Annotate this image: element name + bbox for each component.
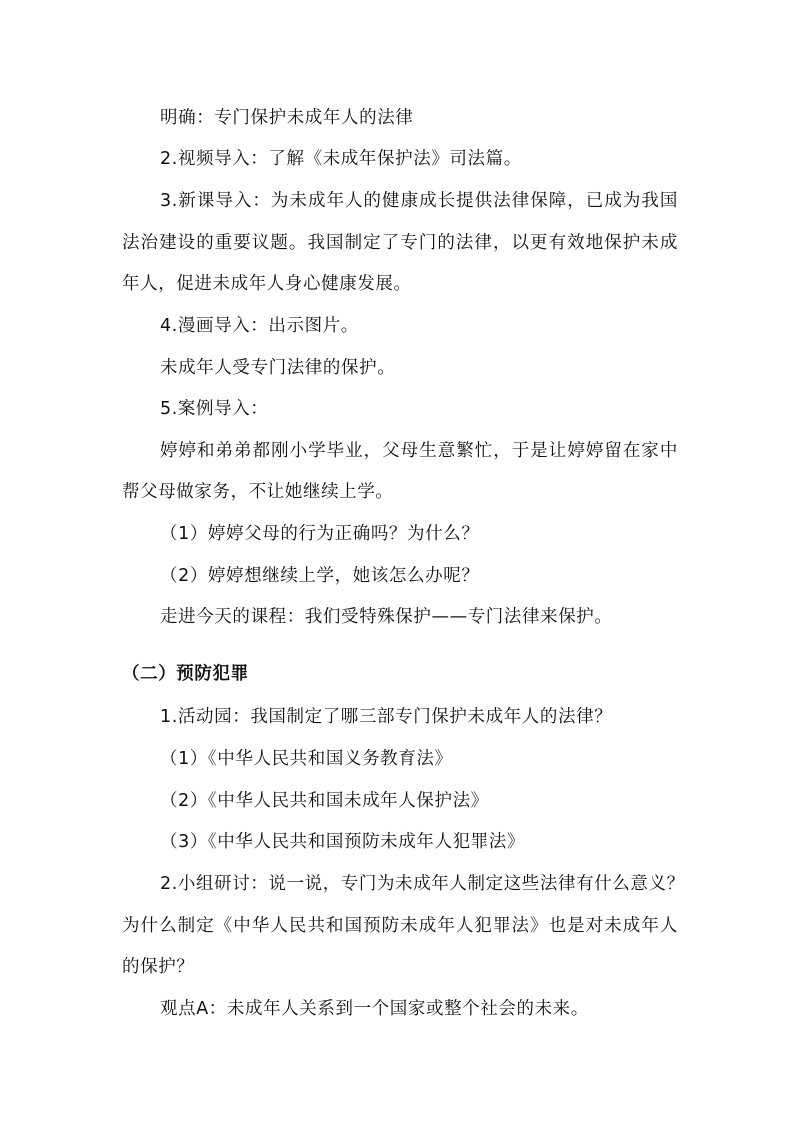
paragraph-line: 的保护？ [122,957,195,977]
paragraph-line: 明确：专门保护未成年人的法律 [160,108,414,128]
paragraph-line: 3.新课导入：为未成年人的健康成长提供法律保障，已成为我国 [160,191,678,211]
paragraph-line: （1）《中华人民共和国义务教育法》 [160,749,453,769]
paragraph-line: 婷婷和弟弟都刚小学毕业，父母生意繁忙，于是让婷婷留在家中 [160,441,678,461]
paragraph-line: 帮父母做家务，不让她继续上学。 [122,482,394,502]
paragraph-line: 4.漫画导入：出示图片。 [160,316,359,336]
paragraph-line: 5.案例导入： [160,399,269,419]
paragraph-line: （2）婷婷想继续上学，她该怎么办呢？ [160,566,480,586]
paragraph-line: 观点A：未成年人关系到一个国家或整个社会的未来。 [160,999,589,1019]
paragraph-line: 法治建设的重要议题。我国制定了专门的法律，以更有效地保护未成 [122,233,678,253]
paragraph-line: 2.小组研讨：说一说，专门为未成年人制定这些法律有什么意义？ [160,874,685,894]
paragraph-line: 2.视频导入：了解《未成年保护法》司法篇。 [160,149,522,169]
paragraph-line: 年人，促进未成年人身心健康发展。 [122,274,412,294]
paragraph-line: （2）《中华人民共和国未成年人保护法》 [160,791,489,811]
paragraph-line: （3）《中华人民共和国预防未成年人犯罪法》 [160,832,525,852]
paragraph-line: （1）婷婷父母的行为正确吗？为什么？ [160,524,480,544]
section-heading: （二）预防犯罪 [122,664,249,684]
paragraph-line: 未成年人受专门法律的保护。 [160,358,396,378]
paragraph-line: 走进今天的课程：我们受特殊保护——专门法律来保护。 [160,607,613,627]
paragraph-line: 为什么制定《中华人民共和国预防未成年人犯罪法》也是对未成年人 [122,916,678,936]
paragraph-line: 1.活动园：我国制定了哪三部专门保护未成年人的法律？ [160,707,613,727]
